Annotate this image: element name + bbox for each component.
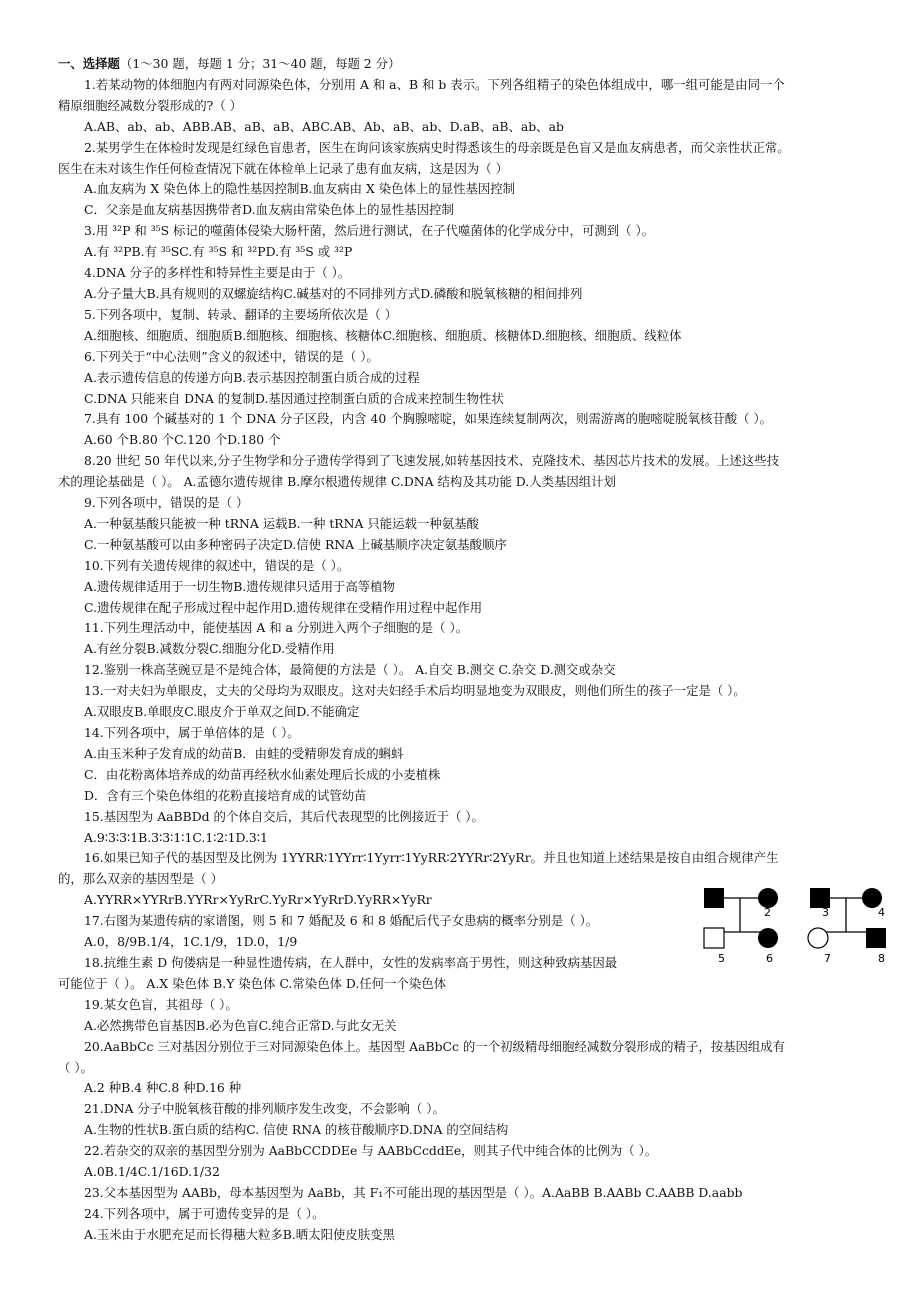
option-text: A.0 bbox=[84, 1164, 105, 1180]
option-text: A.0，8/9 bbox=[84, 934, 138, 950]
option-text: B.表示基因控制蛋白质合成的过程 bbox=[233, 369, 420, 385]
option-text: C.细胞核、细胞质、核糖体 bbox=[382, 327, 532, 343]
question-line: 可能位于（ ）。 A.X 染色体 B.Y 染色体 C.常染色体 D.任何一个染色体 bbox=[58, 975, 447, 991]
question-line: 13.一对夫妇为单眼皮，丈夫的父母均为双眼皮。这对夫妇经手术后均明显地变为双眼皮，则他们所生的孩子一定是（ ）。 bbox=[84, 683, 746, 699]
option-row bbox=[58, 179, 878, 200]
option-text: D.信使 RNA 上碱基顺序决定氨基酸顺序 bbox=[282, 536, 507, 552]
option-text: D.血友病由常染色体上的显性基因控制 bbox=[242, 202, 454, 218]
option-row bbox=[58, 389, 878, 410]
option-text: B.具有规则的双螺旋结构 bbox=[146, 285, 284, 301]
option-text: C.YyRr×YyRr bbox=[259, 892, 344, 908]
pedigree-female-7 bbox=[808, 928, 828, 948]
question-line: 10.下列有关遗传规律的叙述中，错误的是（ ）。 bbox=[84, 557, 350, 573]
pedigree-label-8: 8 bbox=[878, 952, 885, 965]
option-text: B.蛋白质的结构 bbox=[158, 1122, 247, 1138]
option-text: D.3∶1 bbox=[235, 829, 268, 845]
option-text: B.1/4 bbox=[104, 1164, 138, 1180]
option-row bbox=[58, 200, 878, 221]
question-line: 3.用 ³²P 和 ³⁵S 标记的噬菌体侵染大肠杆菌，然后进行测试，在子代噬菌体的化学成分中，可测到（ ）。 bbox=[84, 223, 655, 239]
option-text: C.碱基对的不同排列方式 bbox=[283, 285, 421, 301]
option-text: D.有 ³⁵S 或 ³²P bbox=[265, 244, 353, 260]
option-text: A.血友病为 X 染色体上的隐性基因控制 bbox=[84, 181, 300, 197]
question-line: 的，那么双亲的基因型是（ ） bbox=[58, 871, 224, 887]
option-text: A.遗传规律适用于一切生物 bbox=[84, 578, 234, 594]
pedigree-label-3: 3 bbox=[822, 906, 829, 919]
option-text: D.与此女无关 bbox=[321, 1017, 397, 1033]
option-text: C.AB、Ab、aB、ab、 bbox=[320, 118, 450, 134]
option-text: D.YyRR×YyRr bbox=[343, 892, 432, 908]
question-line: C．由花粉离体培养成的幼苗再经秋水仙素处理后长成的小麦植株 bbox=[84, 766, 441, 782]
option-row bbox=[58, 284, 878, 305]
pedigree-male-3 bbox=[810, 888, 830, 908]
option-row bbox=[58, 514, 878, 535]
option-text: D.0，1/9 bbox=[243, 934, 298, 950]
option-text: B.有 ³⁵S bbox=[131, 244, 180, 260]
question-line: 11.下列生理活动中，能使基因 A 和 a 分别进入两个子细胞的是（ ）。 bbox=[84, 620, 469, 636]
option-row bbox=[58, 430, 878, 451]
pedigree-female-4 bbox=[862, 888, 882, 908]
option-text: A.细胞核、细胞质、细胞质 bbox=[84, 327, 234, 343]
section-header bbox=[58, 54, 878, 75]
option-text: D.180 个 bbox=[227, 432, 281, 448]
option-text: C.120 个 bbox=[174, 432, 228, 448]
option-row bbox=[58, 535, 878, 556]
option-text: C．父亲是血友病基因携带者 bbox=[84, 202, 243, 218]
option-text: A.有丝分裂 bbox=[84, 641, 147, 657]
option-text: C. 信使 RNA 的核苷酸顺序 bbox=[246, 1122, 400, 1138]
pedigree-label-5: 5 bbox=[718, 952, 725, 965]
option-text: B.1/4，1 bbox=[137, 934, 191, 950]
question-line: 23.父本基因型为 AABb，母本基因型为 AaBb，其 F₁不可能出现的基因型是（ ）。A.AaBB B.AABb C.AABB D.aabb bbox=[84, 1184, 743, 1200]
pedigree-label-2: 2 bbox=[764, 906, 771, 919]
option-text: B.细胞核、细胞核、核糖体 bbox=[233, 327, 383, 343]
option-text: A.一种氨基酸只能被一种 tRNA 运载 bbox=[84, 515, 288, 531]
option-row bbox=[58, 1078, 878, 1099]
question-line: 7.具有 100 个碱基对的 1 个 DNA 分子区段，内含 40 个胸腺嘧啶，如果连续复制两次，则需游离的胞嘧啶脱氧核苷酸（ ）。 bbox=[84, 411, 773, 427]
option-text: C.有 ³⁵S 和 ³²P bbox=[179, 244, 266, 260]
option-text: D.遗传规律在受精作用过程中起作用 bbox=[282, 599, 483, 615]
section-title: 一、选择题 bbox=[58, 56, 120, 71]
option-row bbox=[58, 117, 878, 138]
option-row bbox=[58, 577, 878, 598]
option-row bbox=[58, 1120, 878, 1141]
option-row bbox=[58, 1225, 878, 1246]
option-text: A.双眼皮 bbox=[84, 704, 135, 720]
option-text: B．由蛙的受精卵发育成的蝌蚪 bbox=[233, 745, 404, 761]
pedigree-male-1 bbox=[704, 888, 724, 908]
option-text: C.1∶2∶1 bbox=[192, 829, 236, 845]
question-page bbox=[58, 54, 878, 1246]
option-row bbox=[58, 242, 878, 263]
question-line: 4.DNA 分子的多样性和特异性主要是由于（ ）。 bbox=[84, 265, 351, 281]
question-line: 16.如果已知子代的基因型及比例为 1YYRR∶1YYrr∶1Yyrr∶1YyRR∶2YYRr∶2YyRr。并且也知道上述结果是按自由组合规律产生 bbox=[84, 850, 779, 866]
option-text: D.受精作用 bbox=[271, 641, 335, 657]
option-text: A.玉米由于水肥充足而长得穗大粒多 bbox=[84, 1226, 283, 1242]
question-line: 17.右图为某遗传病的家谱图，则 5 和 7 婚配及 6 和 8 婚配后代子女患病的概率分别是（ ）。 bbox=[84, 913, 599, 929]
option-text: D.细胞核、细胞质、线粒体 bbox=[531, 327, 682, 343]
option-text: B.必为色盲 bbox=[196, 1017, 259, 1033]
option-text: D.基因通过控制蛋白质的合成来控制生物性状 bbox=[254, 390, 504, 406]
option-row bbox=[58, 368, 878, 389]
option-text: B.一种 tRNA 只能运载一种氨基酸 bbox=[287, 515, 479, 531]
option-text: D.DNA 的空间结构 bbox=[399, 1122, 509, 1138]
pedigree-male-5 bbox=[704, 928, 724, 948]
option-row bbox=[58, 702, 878, 723]
option-text: A.表示遗传信息的传递方向 bbox=[84, 369, 234, 385]
option-row bbox=[58, 1162, 878, 1183]
option-text: B.血友病由 X 染色体上的显性基因控制 bbox=[299, 181, 516, 197]
option-text: B.晒太阳使皮肤变黑 bbox=[282, 1226, 395, 1242]
option-row bbox=[58, 744, 878, 765]
option-text: B.遗传规律只适用于高等植物 bbox=[233, 578, 395, 594]
option-text: B.80 个 bbox=[128, 432, 175, 448]
option-text: A.有 ³²P bbox=[84, 244, 132, 260]
question-line: 22.若杂交的双亲的基因型分别为 AaBbCCDDEe 与 AABbCcddEe，则其子代中纯合体的比例为（ ）。 bbox=[84, 1143, 658, 1159]
question-line: 1.若某动物的体细胞内有两对同源染色体，分别用 A 和 a、B 和 b 表示。下列各组精子的染色体组成中，哪一组可能是由同一个 bbox=[84, 76, 785, 92]
pedigree-chart bbox=[700, 878, 890, 966]
option-text: A.必然携带色盲基因 bbox=[84, 1017, 197, 1033]
question-line: 5.下列各项中，复制、转录、翻译的主要场所依次是（ ） bbox=[84, 306, 398, 322]
pedigree-symbols bbox=[704, 888, 886, 948]
question-line: D．含有三个染色体组的花粉直接培育成的试管幼苗 bbox=[84, 787, 367, 803]
pedigree-female-6 bbox=[758, 928, 778, 948]
option-row bbox=[58, 639, 878, 660]
question-line: 术的理论基础是（ ）。 A.孟德尔遗传规律 B.摩尔根遗传规律 C.DNA 结构及其功能 D.人类基因组计划 bbox=[58, 474, 616, 490]
pedigree-label-6: 6 bbox=[766, 952, 773, 965]
option-text: C.眼皮介于单双之间 bbox=[184, 704, 297, 720]
option-text: B.AB、aB、aB、AB bbox=[200, 118, 321, 134]
question-line: 15.基因型为 AaBBDd 的个体自交后，其后代表现型的比例接近于（ ）。 bbox=[84, 808, 484, 824]
pedigree-svg bbox=[700, 878, 890, 966]
option-text: D.不能确定 bbox=[296, 704, 360, 720]
option-row bbox=[58, 326, 878, 347]
option-text: C.1/9，1 bbox=[190, 934, 244, 950]
option-row bbox=[58, 598, 878, 619]
question-line: 20.AaBbCc 三对基因分别位于三对同源染色体上。基因型 AaBbCc 的一个初级精母细胞经减数分裂形成的精子，按基因组成有 bbox=[84, 1038, 786, 1054]
option-text: A.60 个 bbox=[84, 432, 129, 448]
option-text: A.2 种 bbox=[84, 1080, 122, 1096]
option-text: C.细胞分化 bbox=[209, 641, 272, 657]
question-line: 精原细胞经减数分裂形成的?（ ） bbox=[58, 97, 243, 113]
option-text: C.1/16 bbox=[137, 1164, 179, 1180]
option-text: A.由玉米种子发育成的幼苗 bbox=[84, 745, 234, 761]
option-text: A.生物的性状 bbox=[84, 1122, 159, 1138]
option-text: A.AB、ab、ab、AB bbox=[84, 118, 201, 134]
question-line: 9.下列各项中，错误的是（ ） bbox=[84, 495, 249, 511]
option-text: D.磷酸和脱氧核糖的相间排列 bbox=[420, 285, 583, 301]
option-text: D.aB、aB、ab、ab bbox=[449, 118, 564, 134]
question-line: 24.下列各项中，属于可遗传变异的是（ ）。 bbox=[84, 1205, 325, 1221]
option-text: C.8 种 bbox=[158, 1080, 196, 1096]
pedigree-female-2 bbox=[758, 888, 778, 908]
question-line: （ ）。 bbox=[58, 1059, 93, 1075]
question-line: 8.20 世纪 50 年代以来,分子生物学和分子遗传学得到了飞速发展,如转基因技术、克隆技术、基因芯片技术的发展。上述这些技 bbox=[84, 453, 779, 469]
option-text: A.分子量大 bbox=[84, 285, 147, 301]
section-note: （1～30 题，每题 1 分；31～40 题，每题 2 分） bbox=[119, 56, 401, 71]
option-text: C.遗传规律在配子形成过程中起作用 bbox=[84, 599, 283, 615]
pedigree-male-8 bbox=[866, 928, 886, 948]
option-text: B.3∶3∶1∶1 bbox=[138, 829, 193, 845]
option-text: D.1/32 bbox=[178, 1164, 220, 1180]
option-text: A.9∶3∶3∶1 bbox=[84, 829, 139, 845]
question-line: 19.某女色盲，其祖母（ ）。 bbox=[84, 996, 238, 1012]
question-line: 14.下列各项中，属于单倍体的是（ ）。 bbox=[84, 725, 300, 740]
question-line: 6.下列关于“中心法则”含义的叙述中，错误的是（ ）。 bbox=[84, 348, 379, 364]
option-row bbox=[58, 828, 878, 849]
question-line: 医生在未对该生作任何检查情况下就在体检单上记录了患有血友病，这是因为（ ） bbox=[58, 160, 509, 176]
question-list bbox=[58, 75, 878, 1246]
pedigree-label-7: 7 bbox=[824, 952, 831, 965]
option-text: B.减数分裂 bbox=[146, 641, 210, 657]
question-line: 2.某男学生在体检时发现是红绿色盲患者，医生在询问该家族病史时得悉该生的母亲既是色盲又是血友病患者，而父亲性状正常。 bbox=[84, 139, 790, 155]
option-row bbox=[58, 1016, 878, 1037]
question-line: 18.抗维生素 D 佝偻病是一种显性遗传病，在人群中，女性的发病率高于男性，则这种致病基因最 bbox=[84, 954, 618, 970]
option-text: A.YYRR×YYRr bbox=[84, 892, 174, 908]
option-text: C.纯合正常 bbox=[258, 1017, 322, 1033]
option-text: C.一种氨基酸可以由多种密码子决定 bbox=[84, 536, 283, 552]
option-text: B.YYRr×YyRr bbox=[173, 892, 260, 908]
question-line: 12.鉴别一株高茎豌豆是不是纯合体，最简便的方法是（ ）。 A.自交 B.测交 C.杂交 D.测交或杂交 bbox=[84, 662, 616, 678]
pedigree-label-4: 4 bbox=[878, 906, 885, 919]
question-line: 21.DNA 分子中脱氧核苷酸的排列顺序发生改变，不会影响（ ）。 bbox=[84, 1101, 445, 1117]
option-text: B.4 种 bbox=[121, 1080, 159, 1096]
option-text: B.单眼皮 bbox=[134, 704, 185, 720]
pedigree-label-1: 1 bbox=[718, 906, 725, 919]
option-text: D.16 种 bbox=[195, 1080, 242, 1096]
option-text: C.DNA 只能来自 DNA 的复制 bbox=[84, 390, 255, 406]
